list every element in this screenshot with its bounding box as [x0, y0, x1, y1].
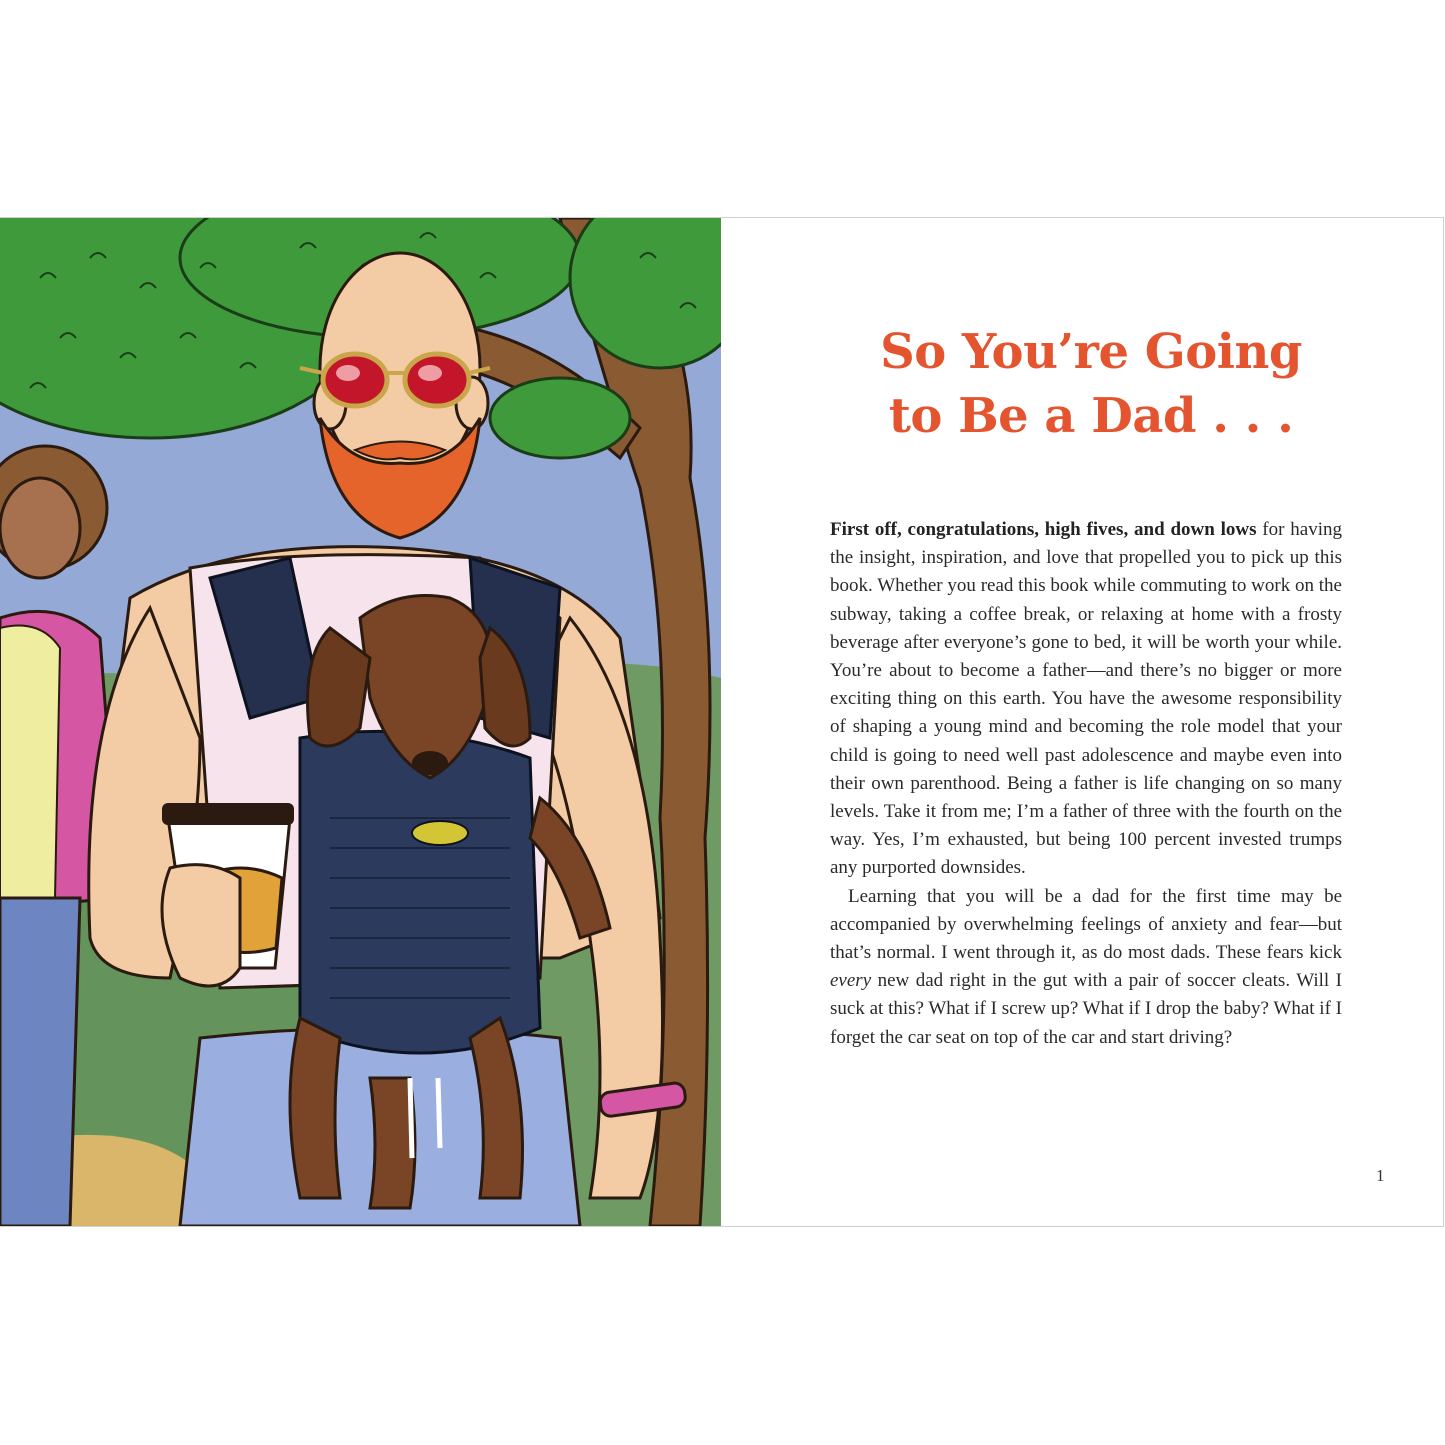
book-spread — [0, 217, 1444, 1227]
paragraph-1 — [830, 516, 1342, 883]
page-number: 1 — [1376, 1166, 1385, 1185]
illustration — [0, 218, 721, 1226]
chapter-title — [791, 320, 1391, 448]
paragraph-1-body: for having the insight, inspiration, and love that propelled you to pick up this book. Whether you read this book while commuting to work on the subway, taking a coffee break, or relaxing at home with a frosty beverage after everyone’s gone to bed, it will be worth your while. You’re about to become a father—and there’s no bigger or more exciting thing on this earth. You have the awesome responsibility of shaping a young mind and becoming the role model that your child is going to need well past adolescence and maybe even into their own parenthood. Being a father is life changing on so many levels. Take it from me; I’m a father of three with the fourth on the way. Yes, I’m exhausted, but being 100 percent invested trumps any purported downsides. — [830, 519, 1342, 879]
paragraph-2-part-a: Learning that you will be a dad for the first time may be accompanied by overwhelming feelings of anxiety and fear—but that’s normal. I went through it, as do most dads. These fears kick — [830, 885, 1342, 964]
body-text — [830, 516, 1342, 1052]
text-page — [721, 218, 1443, 1226]
chapter-title-line-2: to Be a Dad . . . — [888, 388, 1294, 444]
paragraph-2-part-b: new dad right in the gut with a pair of soccer cleats. Will I suck at this? What if I screw up? What if I drop the baby? What if I forget the car seat on top of the car and start driving? — [830, 970, 1342, 1048]
illustration-page — [0, 218, 721, 1226]
paragraph-2 — [830, 883, 1342, 1052]
paragraph-2-emphasis: every — [830, 970, 872, 992]
paragraph-1-lead: First off, congratulations, high fives, and down lows — [830, 519, 1257, 540]
chapter-title-line-1: So You’re Going — [880, 324, 1302, 380]
